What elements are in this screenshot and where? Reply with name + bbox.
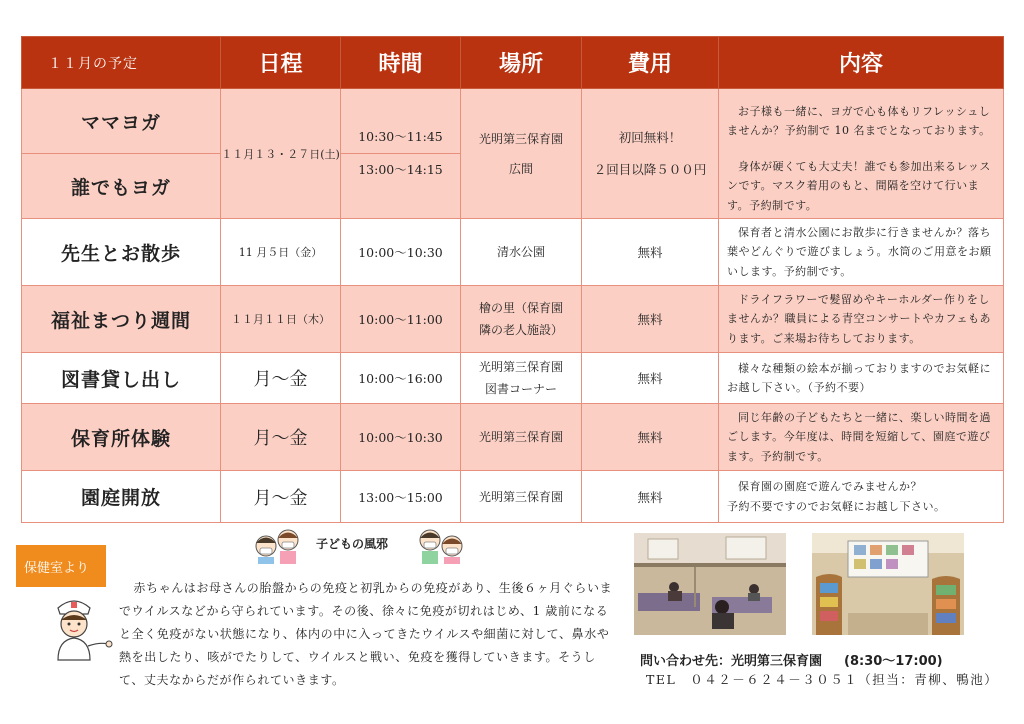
table-row: [22, 286, 1004, 353]
event-description-text: 様々な種類の絵本が揃っておりますのでお気軽にお越し下さい。（予約不要）: [727, 361, 991, 394]
event-description-2: 身体が硬くても大丈夫！誰でも参加出来るレッスンです。マスク着用のもと、間隔を空けて行います。予約制です。: [727, 159, 991, 212]
event-place: [461, 353, 582, 404]
health-article-body: 赤ちゃんはお母さんの胎盤からの免疫と初乳からの免疫があり、生後６ヶ月ぐらいまでウイルスなどから守られています。その後、徐々に免疫が切れはじめ、1 歳前になると全く免疫がない状態になり、体内の中に入ってきたウイルスや細菌に対して、鼻水や熱を出したり、咳がでたりして、ウイルスと戦い、免疫を獲得していきます。そうして、丈夫なからだが作られていきます。: [119, 581, 613, 687]
health-article-title: 子どもの風邪: [316, 537, 389, 551]
event-name: 先生とお散歩: [22, 219, 221, 286]
event-date: 月～金: [221, 404, 341, 471]
table-row: [22, 471, 1004, 523]
event-date: 月～金: [221, 353, 341, 404]
table-row: [22, 219, 1004, 286]
event-fee: 無料: [582, 471, 719, 523]
event-description: [719, 219, 1004, 286]
header-fee: 費用: [582, 37, 719, 89]
event-description-text: 保育者と清水公園にお散歩に行きませんか？落ち葉やどんぐりで遊びましょう。水筒のご用意をお願いします。予約制です。: [727, 225, 992, 278]
event-description: [719, 154, 1004, 219]
event-place: [461, 89, 582, 219]
event-place-1: 光明第三保育園: [478, 360, 563, 374]
event-name: ママヨガ: [22, 89, 221, 154]
event-time: 10:00～16:00: [341, 353, 461, 404]
table-row: [22, 404, 1004, 471]
event-description: [719, 89, 1004, 154]
header-month: １１月の予定: [22, 37, 221, 89]
yoga-class-photo-icon: [634, 533, 786, 635]
event-fee-2: ２回目以降５００円: [593, 161, 707, 177]
event-place: 光明第三保育園: [461, 404, 582, 471]
event-fee: 無料: [582, 404, 719, 471]
event-date: １１月１１日（木）: [221, 286, 341, 353]
event-description-text: ドライフラワーで髪留めやキーホルダー作りをしませんか？職員による青空コンサートやカフェもあります。ご来場お待ちしております。: [727, 292, 991, 345]
event-description-line-2: 予約不要ですのでお気軽にお越し下さい。: [727, 499, 946, 513]
event-time-1: 10:30～11:45: [341, 121, 460, 154]
health-room-tag: 保健室より: [16, 545, 106, 587]
event-time: 10:00～10:30: [341, 404, 461, 471]
event-description: [719, 471, 1004, 523]
event-fee: [582, 89, 719, 219]
children-icon: [412, 526, 468, 564]
event-date: 11 月５日（金）: [221, 219, 341, 286]
event-date: 月～金: [221, 471, 341, 523]
header-time: 時間: [341, 37, 461, 89]
event-description: [719, 353, 1004, 404]
event-place: 光明第三保育園: [461, 471, 582, 523]
schedule-table: [21, 36, 1004, 523]
nurse-illustration-icon: [44, 592, 114, 662]
event-name: 誰でもヨガ: [22, 154, 221, 219]
health-article-text: [119, 577, 619, 692]
event-time: 10:00～11:00: [341, 286, 461, 353]
table-row: [22, 353, 1004, 404]
event-name: 図書貸し出し: [22, 353, 221, 404]
children-icon: [250, 526, 306, 564]
event-description-line-1: 保育園の園庭で遊んでみませんか？: [738, 480, 922, 493]
event-description-text: 同じ年齢の子どもたちと一緒に、楽しい時間を過ごします。今年度は、時間を短縮して、園庭で遊びます。予約制です。: [727, 410, 991, 463]
event-description: [719, 404, 1004, 471]
contact-hours: (8:30～17:00): [844, 654, 943, 669]
event-fee: 無料: [582, 219, 719, 286]
event-name: 保育所体験: [22, 404, 221, 471]
event-name: 福祉まつり週間: [22, 286, 221, 353]
event-place-1: 光明第三保育園: [478, 131, 563, 146]
event-description-1: お子様も一緒に、ヨガで心も体もリフレッシュしませんか？予約制で 10 名までとなっております。: [727, 104, 991, 138]
event-time: 13:00～15:00: [341, 471, 461, 523]
event-place: 檜の里（保育園隣の老人施設）: [461, 286, 582, 353]
contact-name: 問い合わせ先：光明第三保育園: [640, 654, 823, 669]
table-header-row: [22, 37, 1004, 89]
event-place-2: 図書コーナー: [484, 382, 557, 396]
event-fee: 無料: [582, 286, 719, 353]
contact-info: [640, 650, 943, 669]
event-date: １１月１３・２７日(土): [221, 89, 341, 219]
event-time: [341, 89, 461, 219]
event-time-2: 13:00～14:15: [358, 162, 443, 177]
header-schedule: 日程: [221, 37, 341, 89]
header-content: 内容: [719, 37, 1004, 89]
event-time: 10:00～10:30: [341, 219, 461, 286]
event-fee-1: 初回無料！: [618, 129, 682, 145]
table-row-mama-yoga: [22, 89, 1004, 154]
picture-book-corner-photo-icon: [812, 533, 964, 635]
event-description: [719, 286, 1004, 353]
event-place-2: 広間: [508, 161, 533, 176]
header-place: 場所: [461, 37, 582, 89]
contact-phone: TEL ０４２－６２４－３０５１（担当：青柳、鴨池）: [646, 672, 999, 687]
event-name: 園庭開放: [22, 471, 221, 523]
event-fee: 無料: [582, 353, 719, 404]
event-place: 清水公園: [461, 219, 582, 286]
